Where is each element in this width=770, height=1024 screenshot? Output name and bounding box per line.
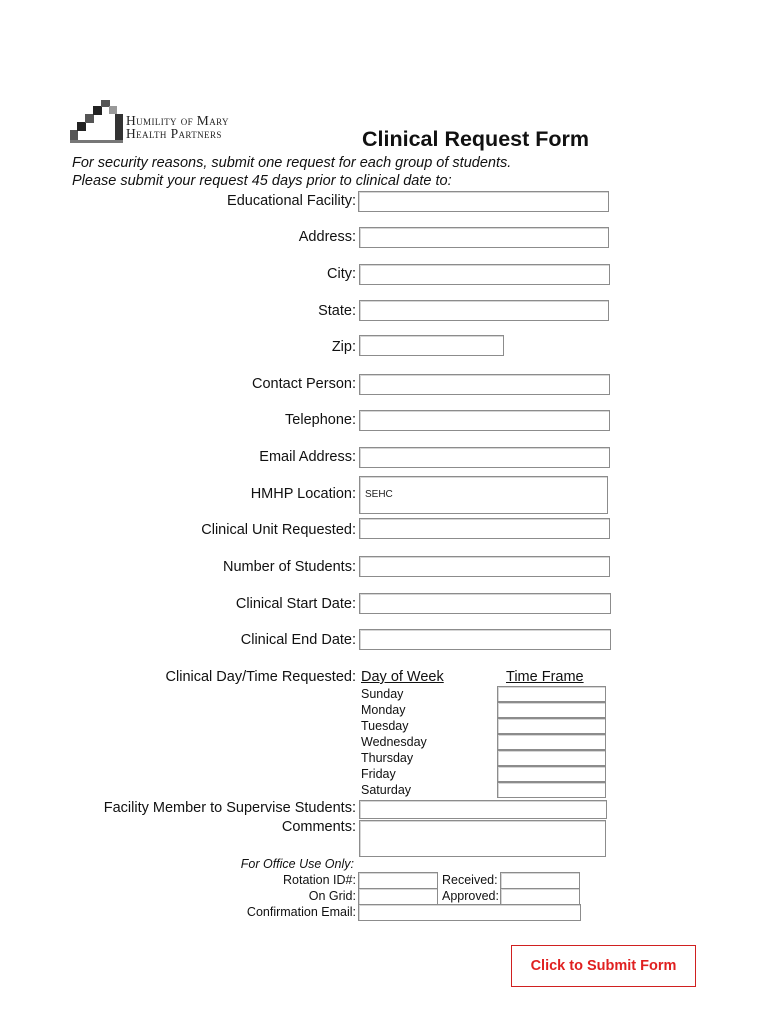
day-label-friday: Friday [361,767,396,781]
org-name-line2: Health Partners [126,126,222,141]
time-frame-header: Time Frame [506,669,584,685]
day-label-sunday: Sunday [361,687,404,701]
time-frame-field-saturday[interactable] [497,782,606,798]
time-frame-field-tuesday[interactable] [497,718,606,734]
clinical-unit-label: Clinical Unit Requested: [201,522,356,538]
telephone-field[interactable] [359,410,610,431]
comments-field[interactable] [359,820,606,857]
address-field[interactable] [359,227,609,248]
city-label: City: [327,266,356,282]
telephone-label: Telephone: [285,412,356,428]
hmhp-location-field[interactable] [359,476,608,514]
educational-facility-field[interactable] [358,191,609,212]
time-frame-field-friday[interactable] [497,766,606,782]
day-label-thursday: Thursday [361,751,414,765]
state-label: State: [318,303,356,319]
confirmation-email-label: Confirmation Email: [246,905,356,919]
rotation-id-label: Rotation ID#: [283,873,356,887]
hmhp-location-value: SEHC [365,489,393,500]
time-frame-field-wednesday[interactable] [497,734,606,750]
number-of-students-field[interactable] [359,556,610,577]
clinical-day-time-label: Clinical Day/Time Requested: [165,669,356,685]
org-name [126,114,229,140]
approved-label: Approved: [442,889,499,903]
clinical-unit-field[interactable] [359,518,610,539]
educational-facility-label: Educational Facility: [227,193,356,209]
clinical-start-date-label: Clinical Start Date: [235,596,356,612]
clinical-end-date-label: Clinical End Date: [240,632,356,648]
zip-label: Zip: [331,339,356,355]
page-title: Clinical Request Form [362,127,589,151]
city-field[interactable] [359,264,610,285]
time-frame-field-thursday[interactable] [497,750,606,766]
rotation-id-field[interactable] [358,872,438,889]
zip-field[interactable] [359,335,504,356]
comments-label: Comments: [281,819,356,835]
day-label-tuesday: Tuesday [361,719,409,733]
stair-logo-icon [70,100,126,144]
contact-person-field[interactable] [359,374,610,395]
time-frame-field-sunday[interactable] [497,686,606,702]
submit-form-button[interactable]: Click to Submit Form [511,945,696,987]
state-field[interactable] [359,300,609,321]
day-label-wednesday: Wednesday [361,735,427,749]
intro-line-1: For security reasons, submit one request for each group of students. [72,155,512,171]
email-address-field[interactable] [359,447,610,468]
office-use-heading: For Office Use Only: [240,857,354,871]
approved-field[interactable] [500,888,580,905]
supervisor-field[interactable] [359,800,607,819]
on-grid-field[interactable] [358,888,438,905]
email-address-label: Email Address: [259,449,356,465]
clinical-start-date-field[interactable] [359,593,611,614]
time-frame-field-monday[interactable] [497,702,606,718]
hmhp-location-label: HMHP Location: [250,486,356,502]
day-label-monday: Monday [361,703,406,717]
number-of-students-label: Number of Students: [223,559,356,575]
supervisor-label: Facility Member to Supervise Students: [103,800,356,816]
on-grid-label: On Grid: [308,889,356,903]
confirmation-email-field[interactable] [358,904,581,921]
day-of-week-header: Day of Week [361,669,444,685]
clinical-end-date-field[interactable] [359,629,611,650]
received-label: Received: [442,873,498,887]
org-name-line1: Humility of Mary [126,113,229,128]
day-label-saturday: Saturday [361,783,412,797]
contact-person-label: Contact Person: [252,376,356,392]
intro-line-2: Please submit your request 45 days prior to clinical date to: [72,173,452,189]
address-label: Address: [298,229,356,245]
received-field[interactable] [500,872,580,889]
